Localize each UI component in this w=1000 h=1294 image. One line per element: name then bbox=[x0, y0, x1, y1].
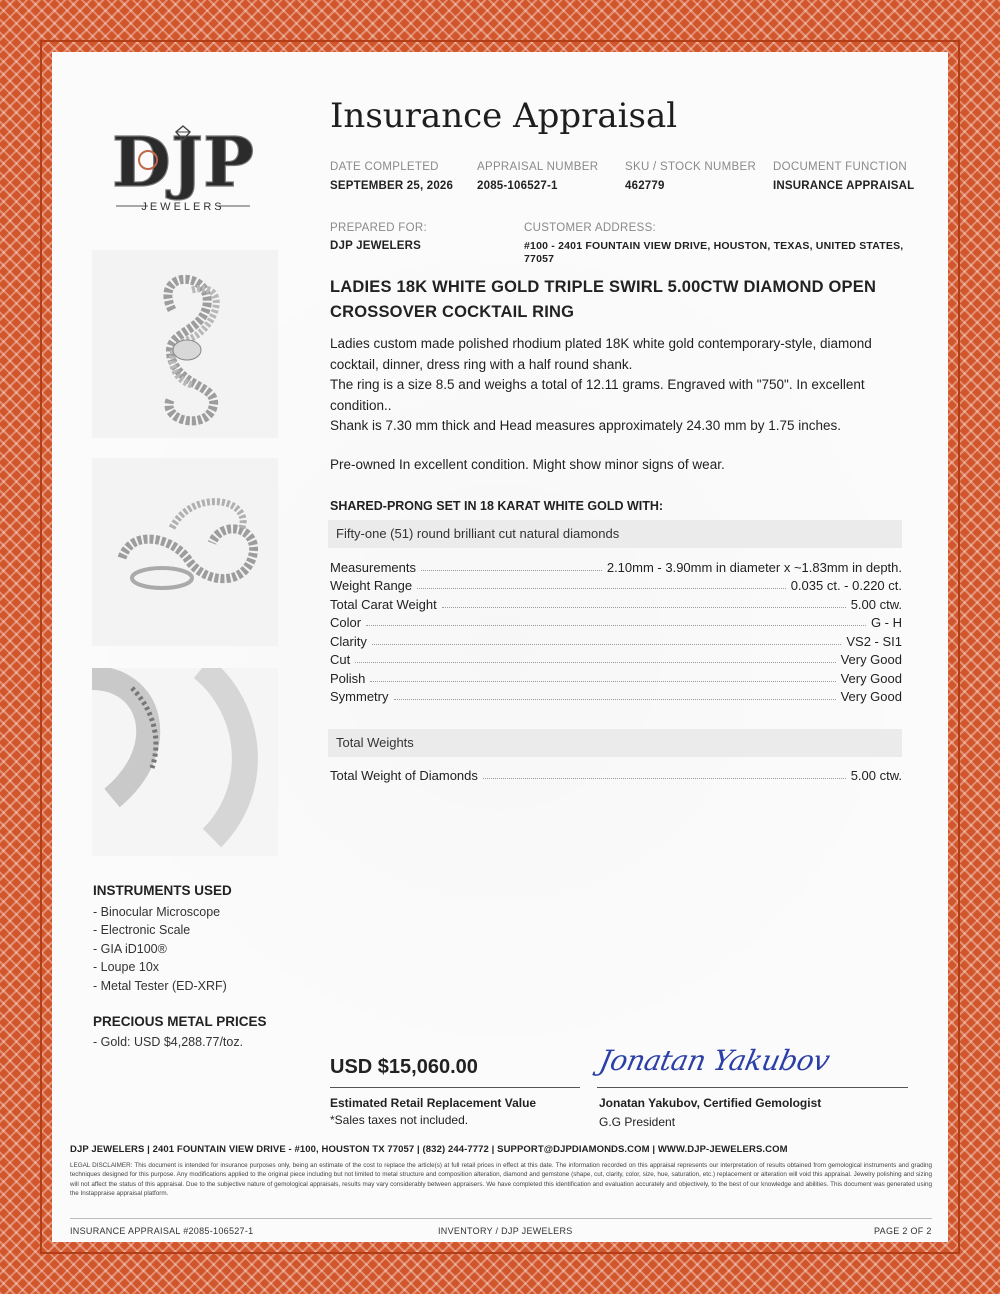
spec-row-clarity bbox=[330, 631, 902, 649]
spec-value: 0.035 ct. - 0.220 ct. bbox=[790, 578, 902, 593]
footer-inventory: INVENTORY / DJP JEWELERS bbox=[438, 1226, 573, 1236]
metal-price-item: - Gold: USD $4,288.77/toz. bbox=[93, 1035, 244, 1049]
item-description-1: Ladies custom made polished rhodium plated 18K white gold contemporary-style, diamond cocktail, dinner, dress ring with a half round shank. bbox=[330, 336, 872, 372]
footer-divider bbox=[70, 1218, 932, 1219]
signature-script: Jonatan Yakubov bbox=[596, 1044, 833, 1077]
prepared-for-value: DJP JEWELERS bbox=[330, 240, 422, 252]
metal-prices-title: PRECIOUS METAL PRICES bbox=[93, 1014, 267, 1029]
value-underline bbox=[330, 1087, 580, 1088]
footer-contact: DJP JEWELERS | 2401 FOUNTAIN VIEW DRIVE - #100, HOUSTON TX 77057 | (832) 244-7772 | SUPPORT@DJPDIAMONDS.COM | WWW.DJP-JEWELERS.COM bbox=[70, 1144, 788, 1155]
spec-label: Total Carat Weight bbox=[330, 597, 437, 612]
spec-label: Polish bbox=[330, 671, 366, 686]
customer-address-line1: #100 - 2401 FOUNTAIN VIEW DRIVE, HOUSTON, TEXAS, UNITED STATES, bbox=[524, 240, 904, 252]
spec-label: Weight Range bbox=[330, 578, 413, 593]
customer-address-line2: 77057 bbox=[524, 253, 555, 265]
instrument-item: - Binocular Microscope bbox=[93, 905, 221, 919]
logo-subtext: JEWELERS bbox=[141, 201, 225, 213]
spec-value: 5.00 ctw. bbox=[850, 768, 902, 783]
spec-row-measurements bbox=[330, 557, 902, 575]
spec-label: Clarity bbox=[330, 634, 367, 649]
setting-title: SHARED-PRONG SET IN 18 KARAT WHITE GOLD WITH: bbox=[330, 499, 664, 513]
instrument-item: - GIA iD100® bbox=[93, 942, 167, 956]
spec-value: VS2 - SI1 bbox=[846, 634, 902, 649]
spec-row-color bbox=[330, 612, 902, 630]
ring-top-view-image bbox=[92, 250, 278, 438]
spec-row-cut bbox=[330, 649, 902, 667]
logo-letters: DJP bbox=[111, 123, 255, 203]
stone-description-bar: Fifty-one (51) round brilliant cut natural diamonds bbox=[328, 520, 902, 548]
spec-value: Very Good bbox=[840, 689, 902, 704]
spec-label: Color bbox=[330, 615, 362, 630]
ring-closeup-image bbox=[92, 668, 278, 856]
spec-row-polish bbox=[330, 668, 902, 686]
meta-label-sku: SKU / STOCK NUMBER bbox=[625, 161, 757, 173]
spec-label: Measurements bbox=[330, 560, 416, 575]
meta-value-function: INSURANCE APPRAISAL bbox=[773, 180, 915, 192]
spec-row-weight-range bbox=[330, 575, 902, 593]
item-heading-line2: CROSSOVER COCKTAIL RING bbox=[330, 303, 575, 321]
instrument-item: - Loupe 10x bbox=[93, 960, 160, 974]
tax-note: *Sales taxes not included. bbox=[330, 1113, 469, 1127]
prepared-for-label: PREPARED FOR: bbox=[330, 222, 427, 234]
meta-value-sku: 462779 bbox=[625, 180, 665, 192]
appraised-value: USD $15,060.00 bbox=[330, 1056, 478, 1078]
spec-label: Total Weight of Diamonds bbox=[330, 768, 478, 783]
spec-value: 5.00 ctw. bbox=[850, 597, 902, 612]
footer-document-id: INSURANCE APPRAISAL #2085-106527-1 bbox=[70, 1226, 254, 1236]
item-description-3: Shank is 7.30 mm thick and Head measures approximately 24.30 mm by 1.75 inches. bbox=[330, 418, 842, 433]
ring-photo-1 bbox=[92, 250, 278, 438]
spec-label: Symmetry bbox=[330, 689, 389, 704]
signature-underline bbox=[597, 1087, 908, 1088]
item-heading bbox=[330, 275, 910, 325]
legal-disclaimer: LEGAL DISCLAIMER: This document is intended for insurance purposes only, being an estimate of the cost to replace the article(s) at full retail prices in effect at this date. The information recorded on this appraisal represents our interpretation of results obtained from gemological instruments and grading techniques designed for this purpose. Any modifications applied to the original piece including but not limited to metal structure and composition alteration, diamond and gemstone (shape, cut, clarity, color, size, hue, saturation, etc.) replacement or alteration will void this appraisal. Jewelry polishing and sizing will not affect the status of this appraisal. Due to the subjective nature of gemological appraisals, results may vary considerably between appraisers. We have completed this identification and evaluation accurately and objectively, to the best of our knowledge and abilities. This document was generated using the Instappraise appraisal platform. bbox=[70, 1162, 932, 1197]
ring-photo-2 bbox=[92, 458, 278, 646]
footer-page-number: PAGE 2 OF 2 bbox=[874, 1226, 932, 1236]
item-heading-line1: LADIES 18K WHITE GOLD TRIPLE SWIRL 5.00CTW DIAMOND OPEN bbox=[330, 278, 877, 296]
page-title: Insurance Appraisal bbox=[330, 96, 678, 136]
meta-value-date: SEPTEMBER 25, 2026 bbox=[330, 180, 454, 192]
instrument-item: - Metal Tester (ED-XRF) bbox=[93, 979, 227, 993]
meta-label-function: DOCUMENT FUNCTION bbox=[773, 161, 907, 173]
spec-value: Very Good bbox=[840, 671, 902, 686]
spec-value: 2.10mm - 3.90mm in diameter x ~1.83mm in depth. bbox=[606, 560, 902, 575]
ring-angle-view-image bbox=[92, 458, 278, 646]
customer-address-label: CUSTOMER ADDRESS: bbox=[524, 222, 657, 234]
meta-value-appraisal-number: 2085-106527-1 bbox=[477, 180, 558, 192]
item-description-2: The ring is a size 8.5 and weighs a total of 12.11 grams. Engraved with "750". In excellent condition.. bbox=[330, 377, 865, 413]
meta-label-appraisal-number: APPRAISAL NUMBER bbox=[477, 161, 599, 173]
spec-value: G - H bbox=[870, 615, 902, 630]
instrument-item: - Electronic Scale bbox=[93, 923, 191, 937]
spec-row-symmetry bbox=[330, 686, 902, 704]
spec-value: Very Good bbox=[840, 652, 902, 667]
spec-row-total-weight-diamonds bbox=[330, 765, 902, 783]
total-weights-bar: Total Weights bbox=[328, 729, 902, 757]
ring-photo-3 bbox=[92, 668, 278, 856]
signer-name: Jonatan Yakubov, Certified Gemologist bbox=[599, 1096, 822, 1110]
item-condition: Pre-owned In excellent condition. Might show minor signs of wear. bbox=[330, 457, 725, 472]
signer-title: G.G President bbox=[599, 1115, 676, 1129]
meta-label-date: DATE COMPLETED bbox=[330, 161, 439, 173]
spec-label: Cut bbox=[330, 652, 351, 667]
value-label: Estimated Retail Replacement Value bbox=[330, 1096, 537, 1110]
djp-logo bbox=[108, 120, 258, 215]
instruments-title: INSTRUMENTS USED bbox=[93, 883, 232, 898]
spec-row-total-carat bbox=[330, 594, 902, 612]
